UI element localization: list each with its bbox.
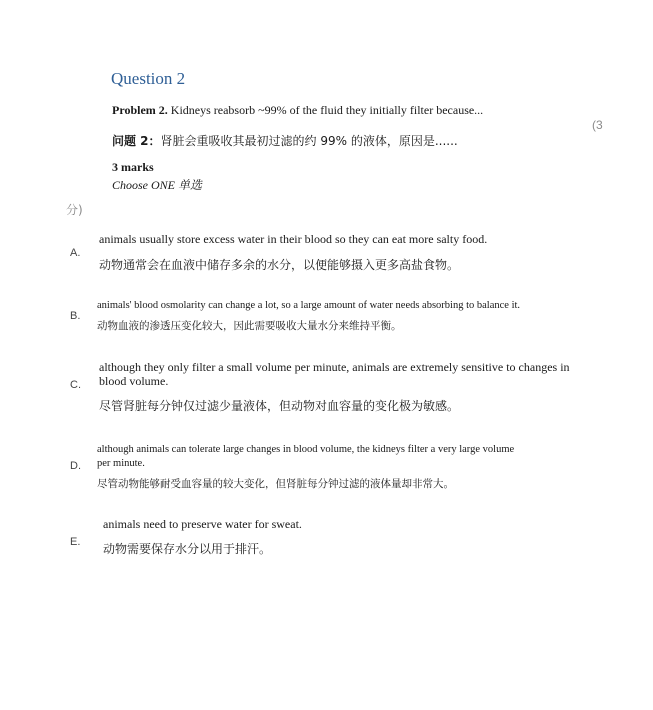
option-text-en: animals usually store excess water in their blood so they can eat more salty food.	[99, 232, 488, 246]
option-letter: B.	[70, 310, 81, 322]
option-text-en: animals need to preserve water for sweat.	[103, 517, 302, 531]
marks-open-paren: (3	[592, 118, 603, 132]
question-title: Question 2	[111, 69, 186, 88]
option-text-en: animals' blood osmolarity can change a lot, so a large amount of water needs absorbing to balance it.	[97, 300, 521, 311]
option-letter: E.	[70, 536, 81, 548]
option-letter: D.	[70, 460, 81, 472]
marks-label: 3 marks	[112, 160, 154, 174]
option-text-zh: 动物通常会在血液中储存多余的水分，以便能够摄入更多高盐食物。	[99, 258, 460, 272]
option-text-zh: 动物血液的渗透压变化较大，因此需要吸收大量水分来维持平衡。	[97, 320, 402, 332]
problem-statement-en	[112, 103, 483, 118]
problem-zh-label: 问题 2：	[112, 134, 161, 148]
option-text-en: although they only filter a small volume per minute, animals are extremely sensitive to changes in	[99, 360, 570, 374]
option-text-zh: 动物需要保存水分以用于排汗。	[103, 542, 272, 556]
problem-statement-zh	[112, 132, 458, 149]
problem-zh-text: 肾脏会重吸收其最初过滤的约 99% 的液体，原因是......	[160, 134, 458, 148]
problem-text: Kidneys reabsorb ~99% of the fluid they initially filter because...	[167, 103, 484, 117]
option-letter: A.	[70, 247, 81, 259]
option-text-en-line2: per minute.	[97, 458, 145, 469]
option-letter: C.	[70, 379, 81, 391]
option-text-zh: 尽管动物能够耐受血容量的较大变化，但肾脏每分钟过滤的液体量却非常大。	[97, 478, 454, 490]
option-text-en: although animals can tolerate large changes in blood volume, the kidneys filter a very large volume	[97, 444, 515, 455]
choose-one-instruction: Choose ONE 单选	[112, 178, 203, 192]
option-text-en-line2: blood volume.	[99, 374, 169, 388]
marks-close-paren: 分)	[66, 203, 83, 217]
problem-label: Problem 2.	[112, 103, 168, 117]
option-text-zh: 尽管肾脏每分钟仅过滤少量液体，但动物对血容量的变化极为敏感。	[99, 399, 460, 413]
